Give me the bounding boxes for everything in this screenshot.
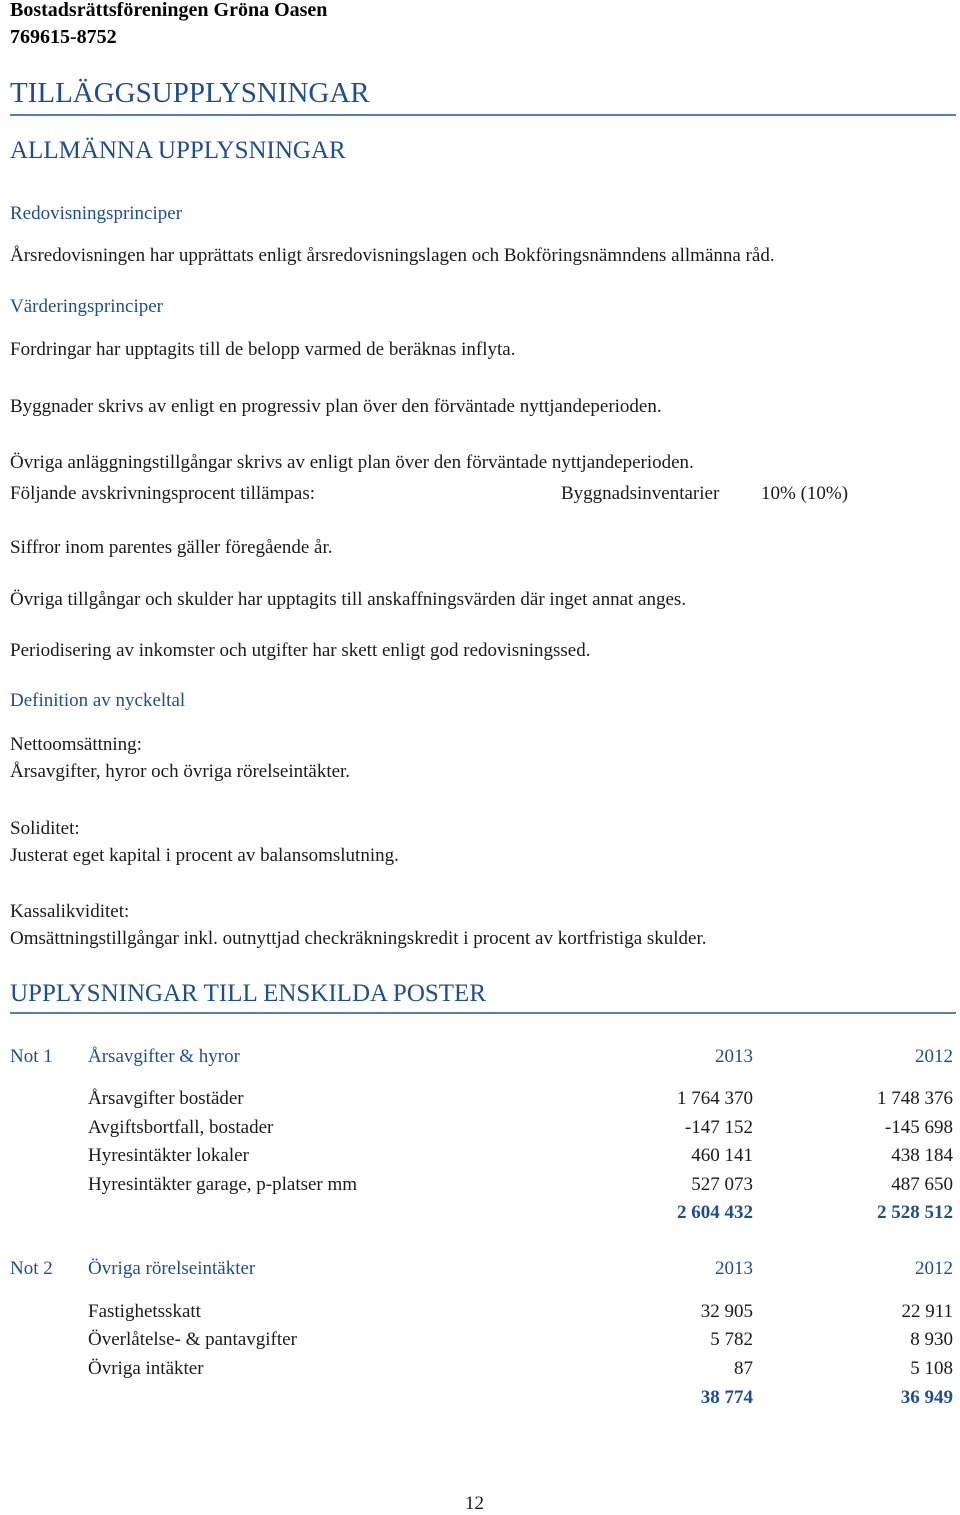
key-ratios-heading: Definition av nyckeltal (10, 690, 186, 711)
note-total-previous: 2 528 512 (877, 1202, 953, 1223)
note-row-label: Hyresintäkter garage, p-platser mm (88, 1174, 358, 1195)
general-heading: ALLMÄNNA UPPLYSNINGAR (10, 137, 346, 164)
note-title: Årsavgifter & hyror (88, 1046, 240, 1067)
ratio-label: Nettoomsättning: (10, 734, 142, 755)
accounting-principles-text: Årsredovisningen har upprättats enligt årsredovisningslagen och Bokföringsnämndens allmänna råd. (10, 245, 775, 266)
note-row-current: -147 152 (684, 1117, 753, 1138)
receivables-text: Fordringar har upptagits till de belopp varmed de beräknas inflyta. (10, 339, 516, 360)
depreciation-rate: 10% (10%) (761, 483, 849, 504)
note-row-label: Årsavgifter bostäder (88, 1088, 244, 1109)
note-row-current: 32 905 (700, 1301, 753, 1322)
ratio-definition: Årsavgifter, hyror och övriga rörelseintäkter. (10, 761, 351, 782)
valuation-principles-heading: Värderingsprinciper (10, 296, 163, 317)
title-rule (10, 114, 956, 116)
ratio-definition: Omsättningstillgångar inkl. outnyttjad checkräkningskredit i procent av kortfristiga skulder. (10, 928, 707, 949)
note-row-previous: 487 650 (891, 1174, 953, 1195)
accounting-principles-heading: Redovisningsprinciper (10, 203, 183, 224)
specific-items-heading: UPPLYSNINGAR TILL ENSKILDA POSTER (10, 980, 487, 1007)
note-number: Not 1 (10, 1046, 53, 1067)
specific-items-rule (10, 1012, 956, 1014)
note-row-current: 1 764 370 (677, 1088, 753, 1109)
other-assets-text: Övriga anläggningstillgångar skrivs av enligt plan över den förväntade nyttjandeperioden. (10, 452, 694, 473)
depreciation-item: Byggnadsinventarier (561, 483, 720, 504)
note-row-label: Hyresintäkter lokaler (88, 1145, 249, 1166)
note-title: Övriga rörelseintäkter (88, 1258, 256, 1279)
note-total-previous: 36 949 (900, 1387, 953, 1408)
note-row-previous: 1 748 376 (877, 1088, 953, 1109)
organization-number: 769615-8752 (10, 26, 117, 48)
note-row-current: 527 073 (691, 1174, 753, 1195)
note-year-current: 2013 (715, 1258, 753, 1279)
depreciation-label: Följande avskrivningsprocent tillämpas: (10, 483, 316, 504)
note-row-current: 5 782 (710, 1329, 753, 1350)
note-year-previous: 2012 (915, 1258, 953, 1279)
note-total-current: 2 604 432 (677, 1202, 753, 1223)
other-items-text: Övriga tillgångar och skulder har upptagits till anskaffningsvärden där inget annat anges. (10, 589, 687, 610)
note-row-previous: 438 184 (891, 1145, 953, 1166)
note-total-current: 38 774 (700, 1387, 753, 1408)
organization-name: Bostadsrättsföreningen Gröna Oasen (10, 0, 328, 21)
note-row-previous: 8 930 (910, 1329, 953, 1350)
note-row-previous: 22 911 (901, 1301, 953, 1322)
note-row-label: Fastighetsskatt (88, 1301, 201, 1322)
note-row-label: Övriga intäkter (88, 1358, 204, 1379)
accruals-text: Periodisering av inkomster och utgifter har skett enligt god redovisningssed. (10, 640, 591, 661)
ratio-label: Kassalikviditet: (10, 901, 130, 922)
note-year-previous: 2012 (915, 1046, 953, 1067)
ratio-label: Soliditet: (10, 818, 80, 839)
page-title: TILLÄGGSUPPLYSNINGAR (10, 77, 370, 109)
note-row-previous: 5 108 (910, 1358, 953, 1379)
note-row-current: 87 (734, 1358, 753, 1379)
ratio-definition: Justerat eget kapital i procent av balansomslutning. (10, 845, 399, 866)
note-row-previous: -145 698 (884, 1117, 953, 1138)
note-row-label: Avgiftsbortfall, bostader (88, 1117, 274, 1138)
note-year-current: 2013 (715, 1046, 753, 1067)
page-number: 12 (465, 1493, 484, 1514)
note-row-label: Överlåtelse- & pantavgifter (88, 1329, 297, 1350)
parentheses-note: Siffror inom parentes gäller föregående år. (10, 537, 333, 558)
note-number: Not 2 (10, 1258, 53, 1279)
buildings-text: Byggnader skrivs av enligt en progressiv plan över den förväntade nyttjandeperioden. (10, 396, 662, 417)
note-row-current: 460 141 (691, 1145, 753, 1166)
